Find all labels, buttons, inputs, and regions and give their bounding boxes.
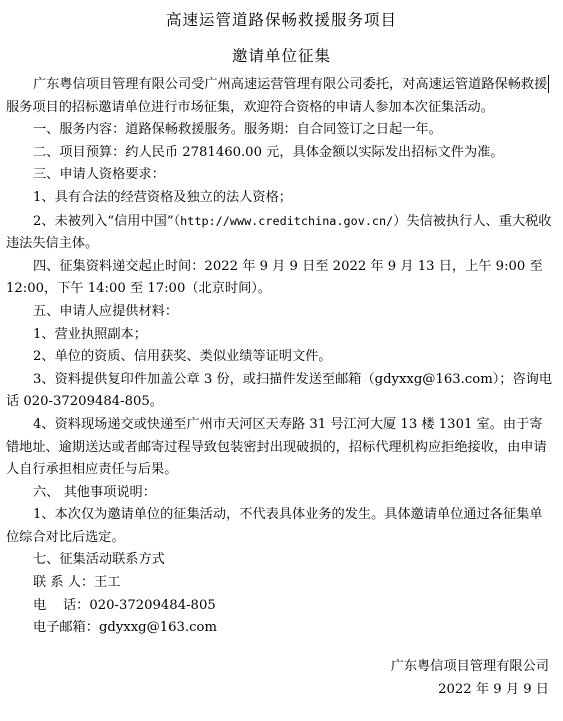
materials-item-2: 2、单位的资质、信用获奖、类似业绩等证明文件。 [33,349,332,365]
materials-item-3: 3、资料提供复印件加盖公章 3 份，或扫描件发送至邮箱（gdyxxg@163.com）；咨询电话 020-37209484-805。 [6,371,553,410]
section-service: 一、服务内容：道路保畅救援服务。服务期：自合同签订之日起一年。 [33,122,442,138]
creditchina-link[interactable]: http://www.creditchina.gov.cn/ [180,213,394,228]
qualification-item-2-pre: 2、未被列入“信用中国”（ [33,213,181,229]
contact-email-row [6,617,554,640]
contact-person-row [6,572,554,595]
contact-phone-row [6,595,554,618]
contact-person: 王工 [94,575,121,591]
section-qualification: 三、申请人资格要求： [33,167,165,183]
signature-date: 2022 年 9 月 9 日 [438,682,549,697]
qualification-item-2-post: ）失信被执行人、重大税收违法失信主体。 [6,213,552,252]
contact-person-label: 联 系 人： [33,575,95,591]
materials-item-4: 4、资料现场递交或快递至广州市天河区天寿路 31 号江河大厦 13 楼 1301 室。由于寄错地址、逾期送达或者邮寄过程导致包装密封出现破损的，招标代理机构应拒绝接收，由申请人自行承担相应责任与后果。 [6,416,547,478]
qualification-item-2 [6,210,554,256]
document-subtitle: 邀请单位征集 [231,47,331,65]
contact-email-label: 电子邮箱： [33,620,99,636]
materials-item-1: 1、营业执照副本； [33,326,147,342]
section-deadline: 四、征集资料递交起止时间：2022 年 9 月 9 日至 2022 年 9 月 13 日，上午 9:00 至 12:00，下午 14:00 至 17:00（北京时间）。 [6,258,543,297]
contact-phone-label: 电 话： [33,597,90,613]
document-title: 高速运管道路保畅救援服务项目 [165,11,397,29]
section-other: 六、 其他事项说明： [33,484,156,500]
contact-email[interactable]: gdyxxg@163.com [98,620,217,636]
section-materials: 五、申请人应提供材料： [33,303,179,319]
other-item-1: 1、本次仅为邀请单位的征集活动，不代表具体业务的发生。具体邀请单位通过各征集单位综合对比后选定。 [6,507,543,545]
signature-company: 广东粤信项目管理有限公司 [390,659,549,674]
qualification-item-1: 1、具有合法的经营资格及独立的法人资格； [33,189,292,205]
section-budget: 二、项目预算：约人民币 2781460.00 元，具体金额以实际发出招标文件为准。 [33,144,504,160]
intro-paragraph [6,74,554,119]
section-contact: 七、征集活动联系方式 [33,552,165,568]
contact-phone: 020-37209484-805 [89,597,216,613]
intro-text: 广东粤信项目管理有限公司受广州高速运营管理有限公司委托，对高速运管道路保畅救援服务项目的招标邀请单位进行市场征集，欢迎符合资格的申请人参加本次征集活动。 [6,77,548,115]
document-body [6,74,554,640]
